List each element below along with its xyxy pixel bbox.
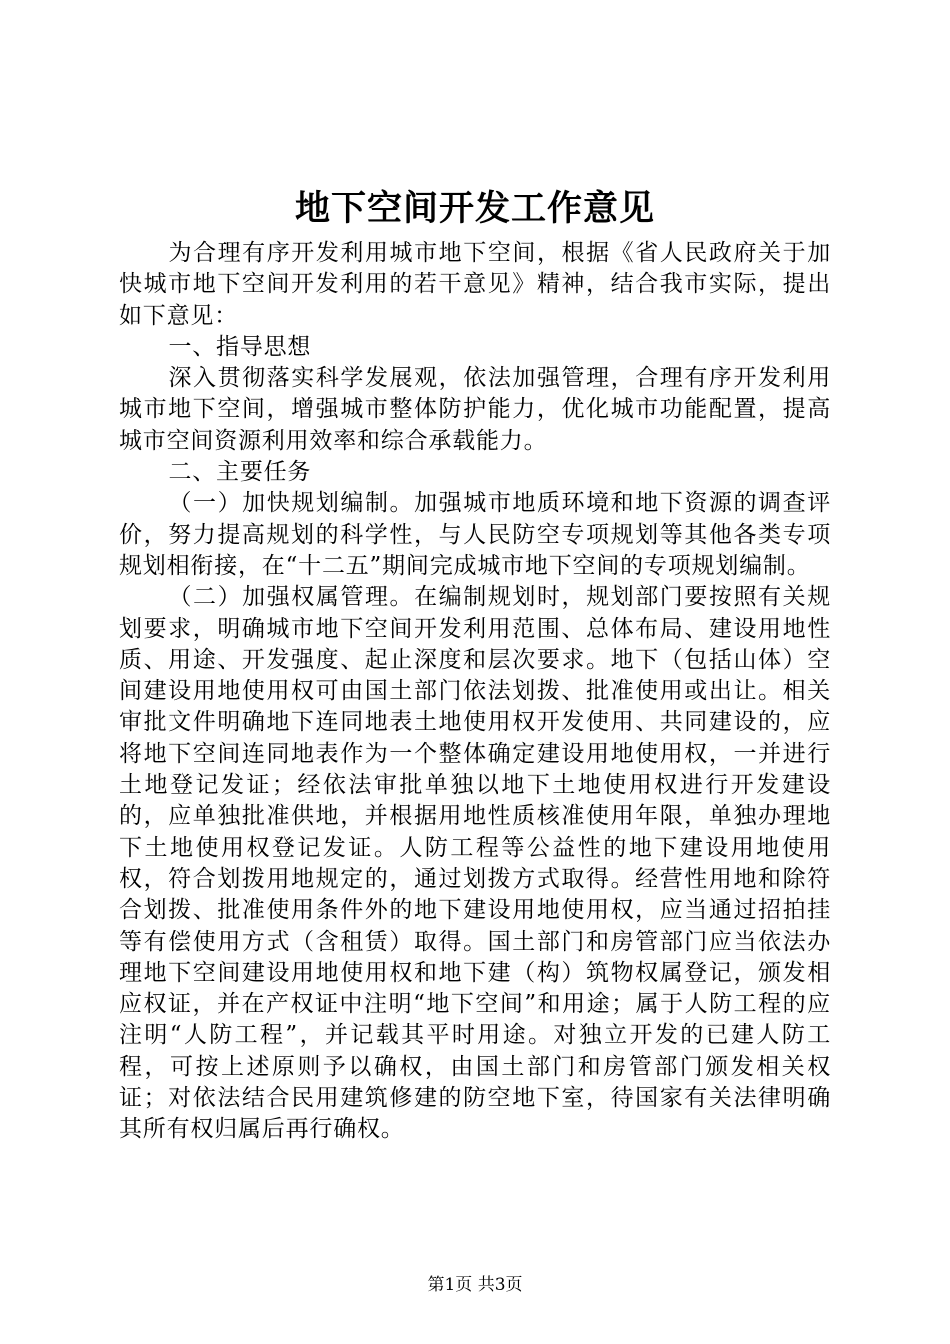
section-heading-guiding-ideology: 一、指导思想: [168, 333, 312, 360]
guiding-ideology-paragraph: 深入贯彻落实科学发展观，依法加强管理，合理有序开发利用城市地下空间，增强城市整体防护能力，优化城市功能配置，提高城市空间资源利用效率和综合承载能力。: [119, 365, 831, 454]
section-heading-main-tasks: 二、主要任务: [168, 459, 312, 486]
page-footer: 第1页 共3页: [427, 1275, 523, 1295]
document-title: 地下空间开发工作意见: [294, 188, 655, 229]
intro-paragraph: 为合理有序开发利用城市地下空间，根据《省人民政府关于加快城市地下空间开发利用的若干意见》精神，结合我市实际，提出如下意见：: [119, 240, 831, 329]
document-body: [119, 238, 831, 1146]
task-ownership-paragraph: （二）加强权属管理。在编制规划时，规划部门要按照有关规划要求，明确城市地下空间开发利用范围、总体布局、建设用地性质、用途、开发强度、起止深度和层次要求。地下（包括山体）空间建设用地使用权可由国土部门依法划拨、批准使用或出让。相关审批文件明确地下连同地表土地使用权开发使用、共同建设的，应将地下空间连同地表作为一个整体确定建设用地使用权，一并进行土地登记发证；经依法审批单独以地下土地使用权进行开发建设的，应单独批准供地，并根据用地性质核准使用年限，单独办理地下土地使用权登记发证。人防工程等公益性的地下建设用地使用权，符合划拨用地规定的，通过划拨方式取得。经营性用地和除符合划拨、批准使用条件外的地下建设用地使用权，应当通过招拍挂等有偿使用方式（含租赁）取得。国土部门和房管部门应当依法办理地下空间建设用地使用权和地下建（构）筑物权属登记，颁发相应权证，并在产权证中注明“地下空间”和用途；属于人防工程的应注明“人防工程”，并记载其平时用途。对独立开发的已建人防工程，可按上述原则予以确权，由国土部门和房管部门颁发相关权证；对依法结合民用建筑修建的防空地下室，待国家有关法律明确其所有权归属后再行确权。: [119, 584, 831, 1143]
task-planning-paragraph: （一）加快规划编制。加强城市地质环境和地下资源的调查评价，努力提高规划的科学性，与人民防空专项规划等其他各类专项规划相衔接，在“十二五”期间完成城市地下空间的专项规划编制。: [119, 490, 831, 579]
